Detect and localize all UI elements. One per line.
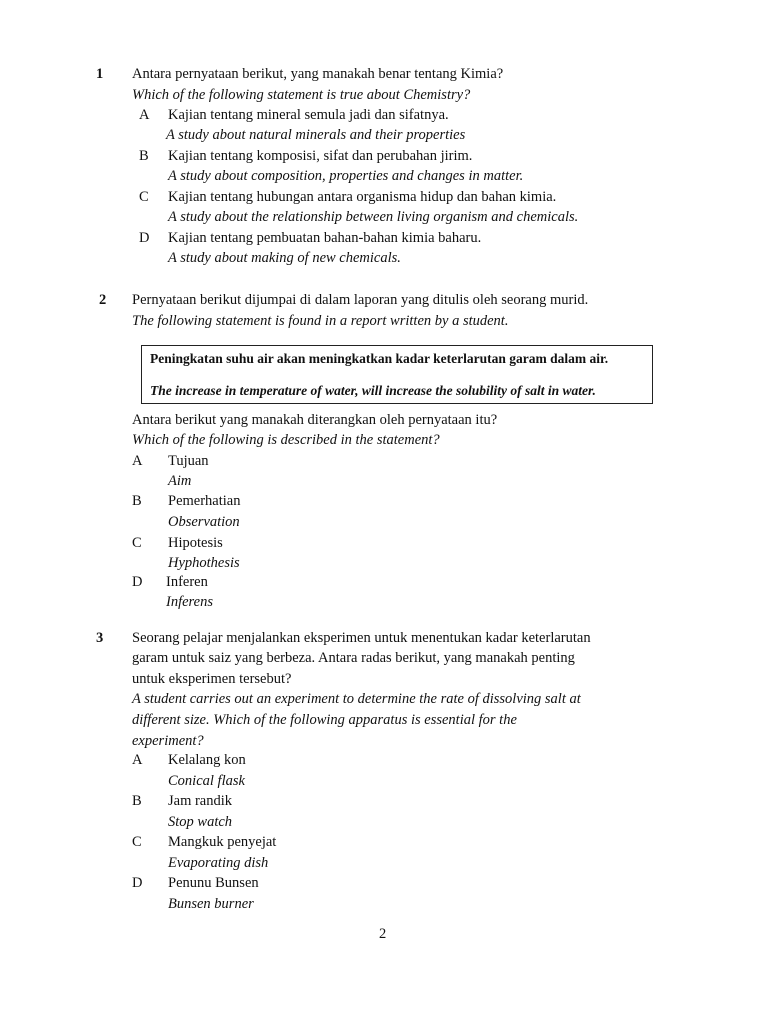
- option-letter: B: [139, 148, 149, 164]
- option-text-en: A study about natural minerals and their properties: [166, 127, 466, 143]
- option-text-ms: Kajian tentang mineral semula jadi dan sifatnya.: [168, 107, 449, 123]
- option-letter: A: [139, 107, 150, 123]
- option-text-en: Hyphothesis: [168, 555, 240, 571]
- option-letter: D: [132, 875, 143, 891]
- option-text-en: A study about the relationship between living organism and chemicals.: [168, 209, 579, 225]
- question-number: 1: [96, 66, 104, 82]
- option-letter: D: [132, 574, 143, 590]
- option-text-en: Conical flask: [168, 773, 245, 789]
- question-stem-en: experiment?: [132, 733, 204, 749]
- question-stem-en: Which of the following statement is true about Chemistry?: [132, 87, 471, 103]
- option-letter: A: [132, 752, 143, 768]
- question-number: 3: [96, 630, 104, 646]
- option-text-en: Aim: [168, 473, 192, 489]
- option-text-ms: Pemerhatian: [168, 493, 241, 509]
- option-text-en: Bunsen burner: [168, 896, 254, 912]
- option-letter: D: [139, 230, 150, 246]
- question-stem-en: The following statement is found in a report written by a student.: [132, 313, 509, 329]
- statement-ms: Peningkatan suhu air akan meningkatkan kadar keterlarutan garam dalam air.: [150, 351, 609, 366]
- option-text-ms: Kajian tentang hubungan antara organisma hidup dan bahan kimia.: [168, 189, 557, 205]
- option-text-ms: Kajian tentang komposisi, sifat dan perubahan jirim.: [168, 148, 473, 164]
- option-letter: C: [139, 189, 149, 205]
- option-letter: B: [132, 493, 142, 509]
- option-text-ms: Kajian tentang pembuatan bahan-bahan kimia baharu.: [168, 230, 482, 246]
- question-prompt-en: Which of the following is described in the statement?: [132, 432, 440, 448]
- option-text-en: Evaporating dish: [168, 855, 269, 871]
- option-text-en: A study about making of new chemicals.: [168, 250, 401, 266]
- question-stem-en: different size. Which of the following apparatus is essential for the: [132, 712, 517, 728]
- option-text-en: A study about composition, properties and changes in matter.: [168, 168, 524, 184]
- option-text-ms: Tujuan: [168, 453, 209, 469]
- option-text-en: Observation: [168, 514, 240, 530]
- option-text-ms: Penunu Bunsen: [168, 875, 259, 891]
- option-text-ms: Mangkuk penyejat: [168, 834, 277, 850]
- question-stem-ms: Seorang pelajar menjalankan eksperimen untuk menentukan kadar keterlarutan: [132, 630, 591, 646]
- option-text-ms: Hipotesis: [168, 535, 223, 551]
- option-letter: A: [132, 453, 143, 469]
- page-number: 2: [379, 926, 387, 942]
- question-stem-ms: Antara pernyataan berikut, yang manakah benar tentang Kimia?: [132, 66, 504, 82]
- option-text-en: Stop watch: [168, 814, 233, 830]
- statement-box: [141, 345, 653, 404]
- option-text-ms: Jam randik: [168, 793, 233, 809]
- option-letter: C: [132, 834, 142, 850]
- option-text-en: Inferens: [166, 594, 213, 610]
- option-text-ms: Kelalang kon: [168, 752, 246, 768]
- statement-en: The increase in temperature of water, will increase the solubility of salt in water.: [150, 383, 596, 398]
- question-stem-ms: Pernyataan berikut dijumpai di dalam laporan yang ditulis oleh seorang murid.: [132, 292, 589, 308]
- question-stem-ms: untuk eksperimen tersebut?: [132, 671, 292, 687]
- question-number: 2: [99, 292, 107, 308]
- option-letter: C: [132, 535, 142, 551]
- option-text-ms: Inferen: [166, 574, 208, 590]
- question-prompt-ms: Antara berikut yang manakah diterangkan oleh pernyataan itu?: [132, 412, 498, 428]
- question-stem-ms: garam untuk saiz yang berbeza. Antara radas berikut, yang manakah penting: [132, 650, 575, 666]
- question-stem-en: A student carries out an experiment to determine the rate of dissolving salt at: [132, 691, 581, 707]
- option-letter: B: [132, 793, 142, 809]
